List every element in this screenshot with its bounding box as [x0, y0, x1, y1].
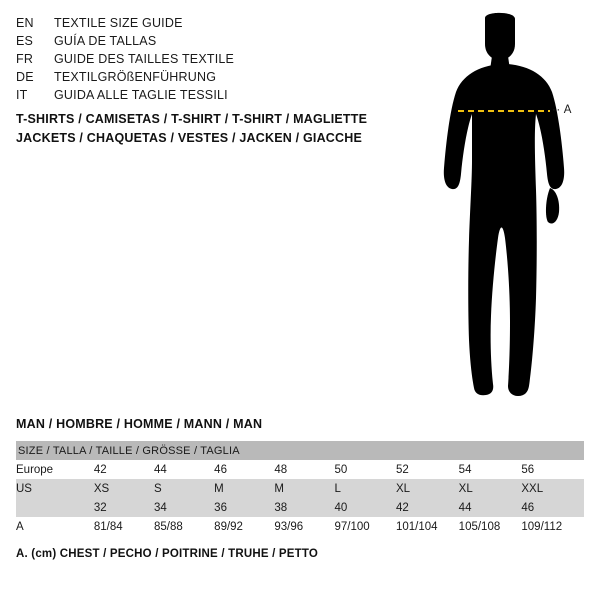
- cell: L: [335, 479, 396, 498]
- table-header-row: [16, 441, 584, 460]
- cell: S: [154, 479, 214, 498]
- language-code: DE: [16, 70, 34, 84]
- cell: 54: [459, 460, 522, 479]
- cell: XXL: [521, 479, 584, 498]
- cell: XS: [94, 479, 154, 498]
- language-text: GUIDA ALLE TAGLIE TESSILI: [54, 88, 228, 102]
- cell: 105/108: [459, 517, 522, 536]
- table-row: [16, 517, 584, 536]
- cell: 42: [94, 460, 154, 479]
- language-row: [16, 52, 376, 70]
- cell: 36: [214, 498, 274, 517]
- cell: 89/92: [214, 517, 274, 536]
- language-code: EN: [16, 16, 34, 30]
- measure-label-a: ·· A: [552, 104, 572, 116]
- cell: XL: [459, 479, 522, 498]
- cell: 42: [396, 498, 459, 517]
- language-legend: [16, 16, 376, 106]
- cell: 32: [94, 498, 154, 517]
- language-row: [16, 16, 376, 34]
- language-code: IT: [16, 88, 28, 102]
- table-header-label: SIZE / TALLA / TAILLE / GRÖSSE / TAGLIA: [16, 441, 584, 460]
- language-text: GUIDE DES TAILLES TEXTILE: [54, 52, 235, 66]
- table-row: [16, 460, 584, 479]
- cell: 81/84: [94, 517, 154, 536]
- cell: 44: [154, 460, 214, 479]
- male-silhouette-figure: [400, 10, 600, 410]
- cell: 97/100: [335, 517, 396, 536]
- cell: 46: [214, 460, 274, 479]
- cell: 48: [274, 460, 334, 479]
- silhouette-svg: [400, 10, 600, 410]
- cell: 93/96: [274, 517, 334, 536]
- cell: 56: [521, 460, 584, 479]
- cell: 52: [396, 460, 459, 479]
- row-label: A: [16, 517, 94, 536]
- language-row: [16, 88, 376, 106]
- cell: 34: [154, 498, 214, 517]
- table-group-title: MAN / HOMBRE / HOMME / MANN / MAN: [16, 417, 263, 431]
- size-table: [16, 441, 584, 536]
- cell: 101/104: [396, 517, 459, 536]
- row-label: [16, 498, 94, 517]
- category-jackets: JACKETS / CHAQUETAS / VESTES / JACKEN / GIACCHE: [16, 131, 363, 145]
- cell: 50: [335, 460, 396, 479]
- cell: XL: [396, 479, 459, 498]
- cell: 40: [335, 498, 396, 517]
- cell: 109/112: [521, 517, 584, 536]
- footnote-chest: A. (cm) CHEST / PECHO / POITRINE / TRUHE / PETTO: [16, 548, 319, 560]
- cell: 46: [521, 498, 584, 517]
- cell: 85/88: [154, 517, 214, 536]
- language-code: ES: [16, 34, 34, 48]
- language-text: TEXTILGRÖßENFÜHRUNG: [54, 70, 217, 84]
- language-text: TEXTILE SIZE GUIDE: [54, 16, 183, 30]
- language-text: GUÍA DE TALLAS: [54, 34, 157, 48]
- row-label: US: [16, 479, 94, 498]
- cell: 44: [459, 498, 522, 517]
- row-label: Europe: [16, 460, 94, 479]
- language-row: [16, 34, 376, 52]
- table-row: [16, 498, 584, 517]
- table-row: [16, 479, 584, 498]
- cell: 38: [274, 498, 334, 517]
- category-tshirts: T-SHIRTS / CAMISETAS / T-SHIRT / T-SHIRT / MAGLIETTE: [16, 112, 368, 126]
- cell: M: [274, 479, 334, 498]
- language-code: FR: [16, 52, 34, 66]
- cell: M: [214, 479, 274, 498]
- category-headings: [16, 110, 416, 148]
- language-row: [16, 70, 376, 88]
